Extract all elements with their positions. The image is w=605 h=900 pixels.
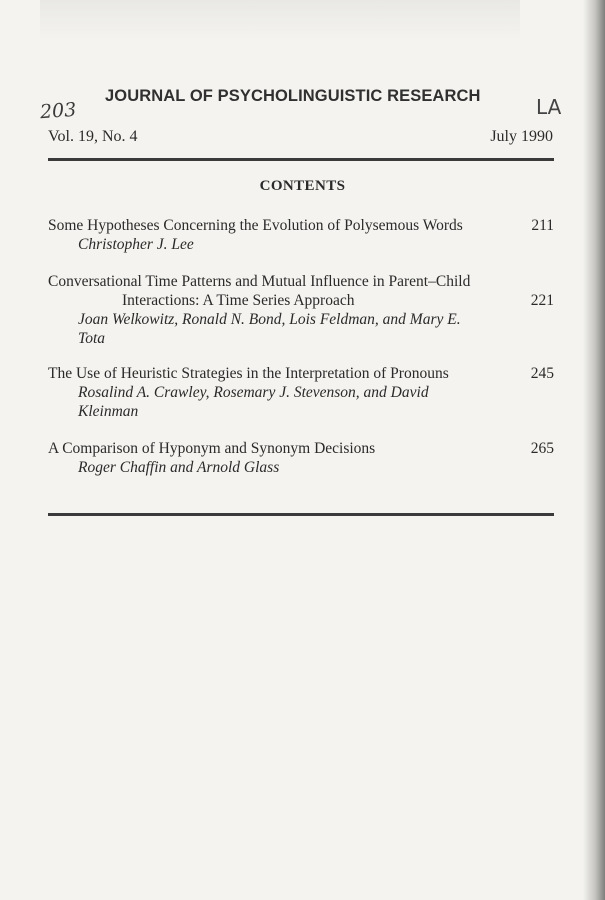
article-title: A Comparison of Hyponym and Synonym Decisions — [48, 440, 376, 457]
contents-heading: CONTENTS — [259, 178, 346, 194]
article-authors: Roger Chaffin and Arnold Glass — [78, 459, 280, 476]
page-number: 245 — [530, 365, 554, 382]
bottom-rule — [48, 513, 554, 516]
contents-entry — [48, 439, 554, 477]
page-number: 211 — [531, 217, 554, 234]
article-title: The Use of Heuristic Strategies in the Interpretation of Pronouns — [48, 365, 449, 382]
article-authors: Joan Welkowitz, Ronald N. Bond, Lois Feldman, and Mary E. — [78, 311, 461, 328]
article-authors-continued: Tota — [78, 330, 106, 347]
journal-title: JOURNAL OF PSYCHOLINGUISTIC RESEARCH — [105, 87, 481, 105]
contents-entry — [48, 216, 554, 254]
article-authors: Christopher J. Lee — [78, 236, 194, 253]
top-bleed-through — [40, 0, 520, 40]
top-rule — [48, 158, 554, 161]
issue-date: July 1990 — [490, 128, 553, 145]
article-title: Some Hypotheses Concerning the Evolution of Polysemous Words — [48, 217, 463, 234]
page-number: 265 — [530, 440, 554, 457]
contents-entry — [48, 364, 554, 421]
article-title: Conversational Time Patterns and Mutual Influence in Parent–Child — [48, 273, 471, 290]
handwritten-mark: LA — [536, 95, 562, 119]
handwritten-number: 203 — [39, 98, 77, 124]
page-edge-shadow — [583, 0, 605, 900]
volume-issue: Vol. 19, No. 4 — [48, 128, 138, 145]
page-number: 221 — [530, 292, 554, 309]
contents-entry — [48, 272, 554, 348]
article-title-continued: Interactions: A Time Series Approach — [122, 292, 355, 309]
article-authors: Rosalind A. Crawley, Rosemary J. Stevenson, and David — [78, 384, 429, 401]
article-authors-continued: Kleinman — [78, 403, 139, 420]
